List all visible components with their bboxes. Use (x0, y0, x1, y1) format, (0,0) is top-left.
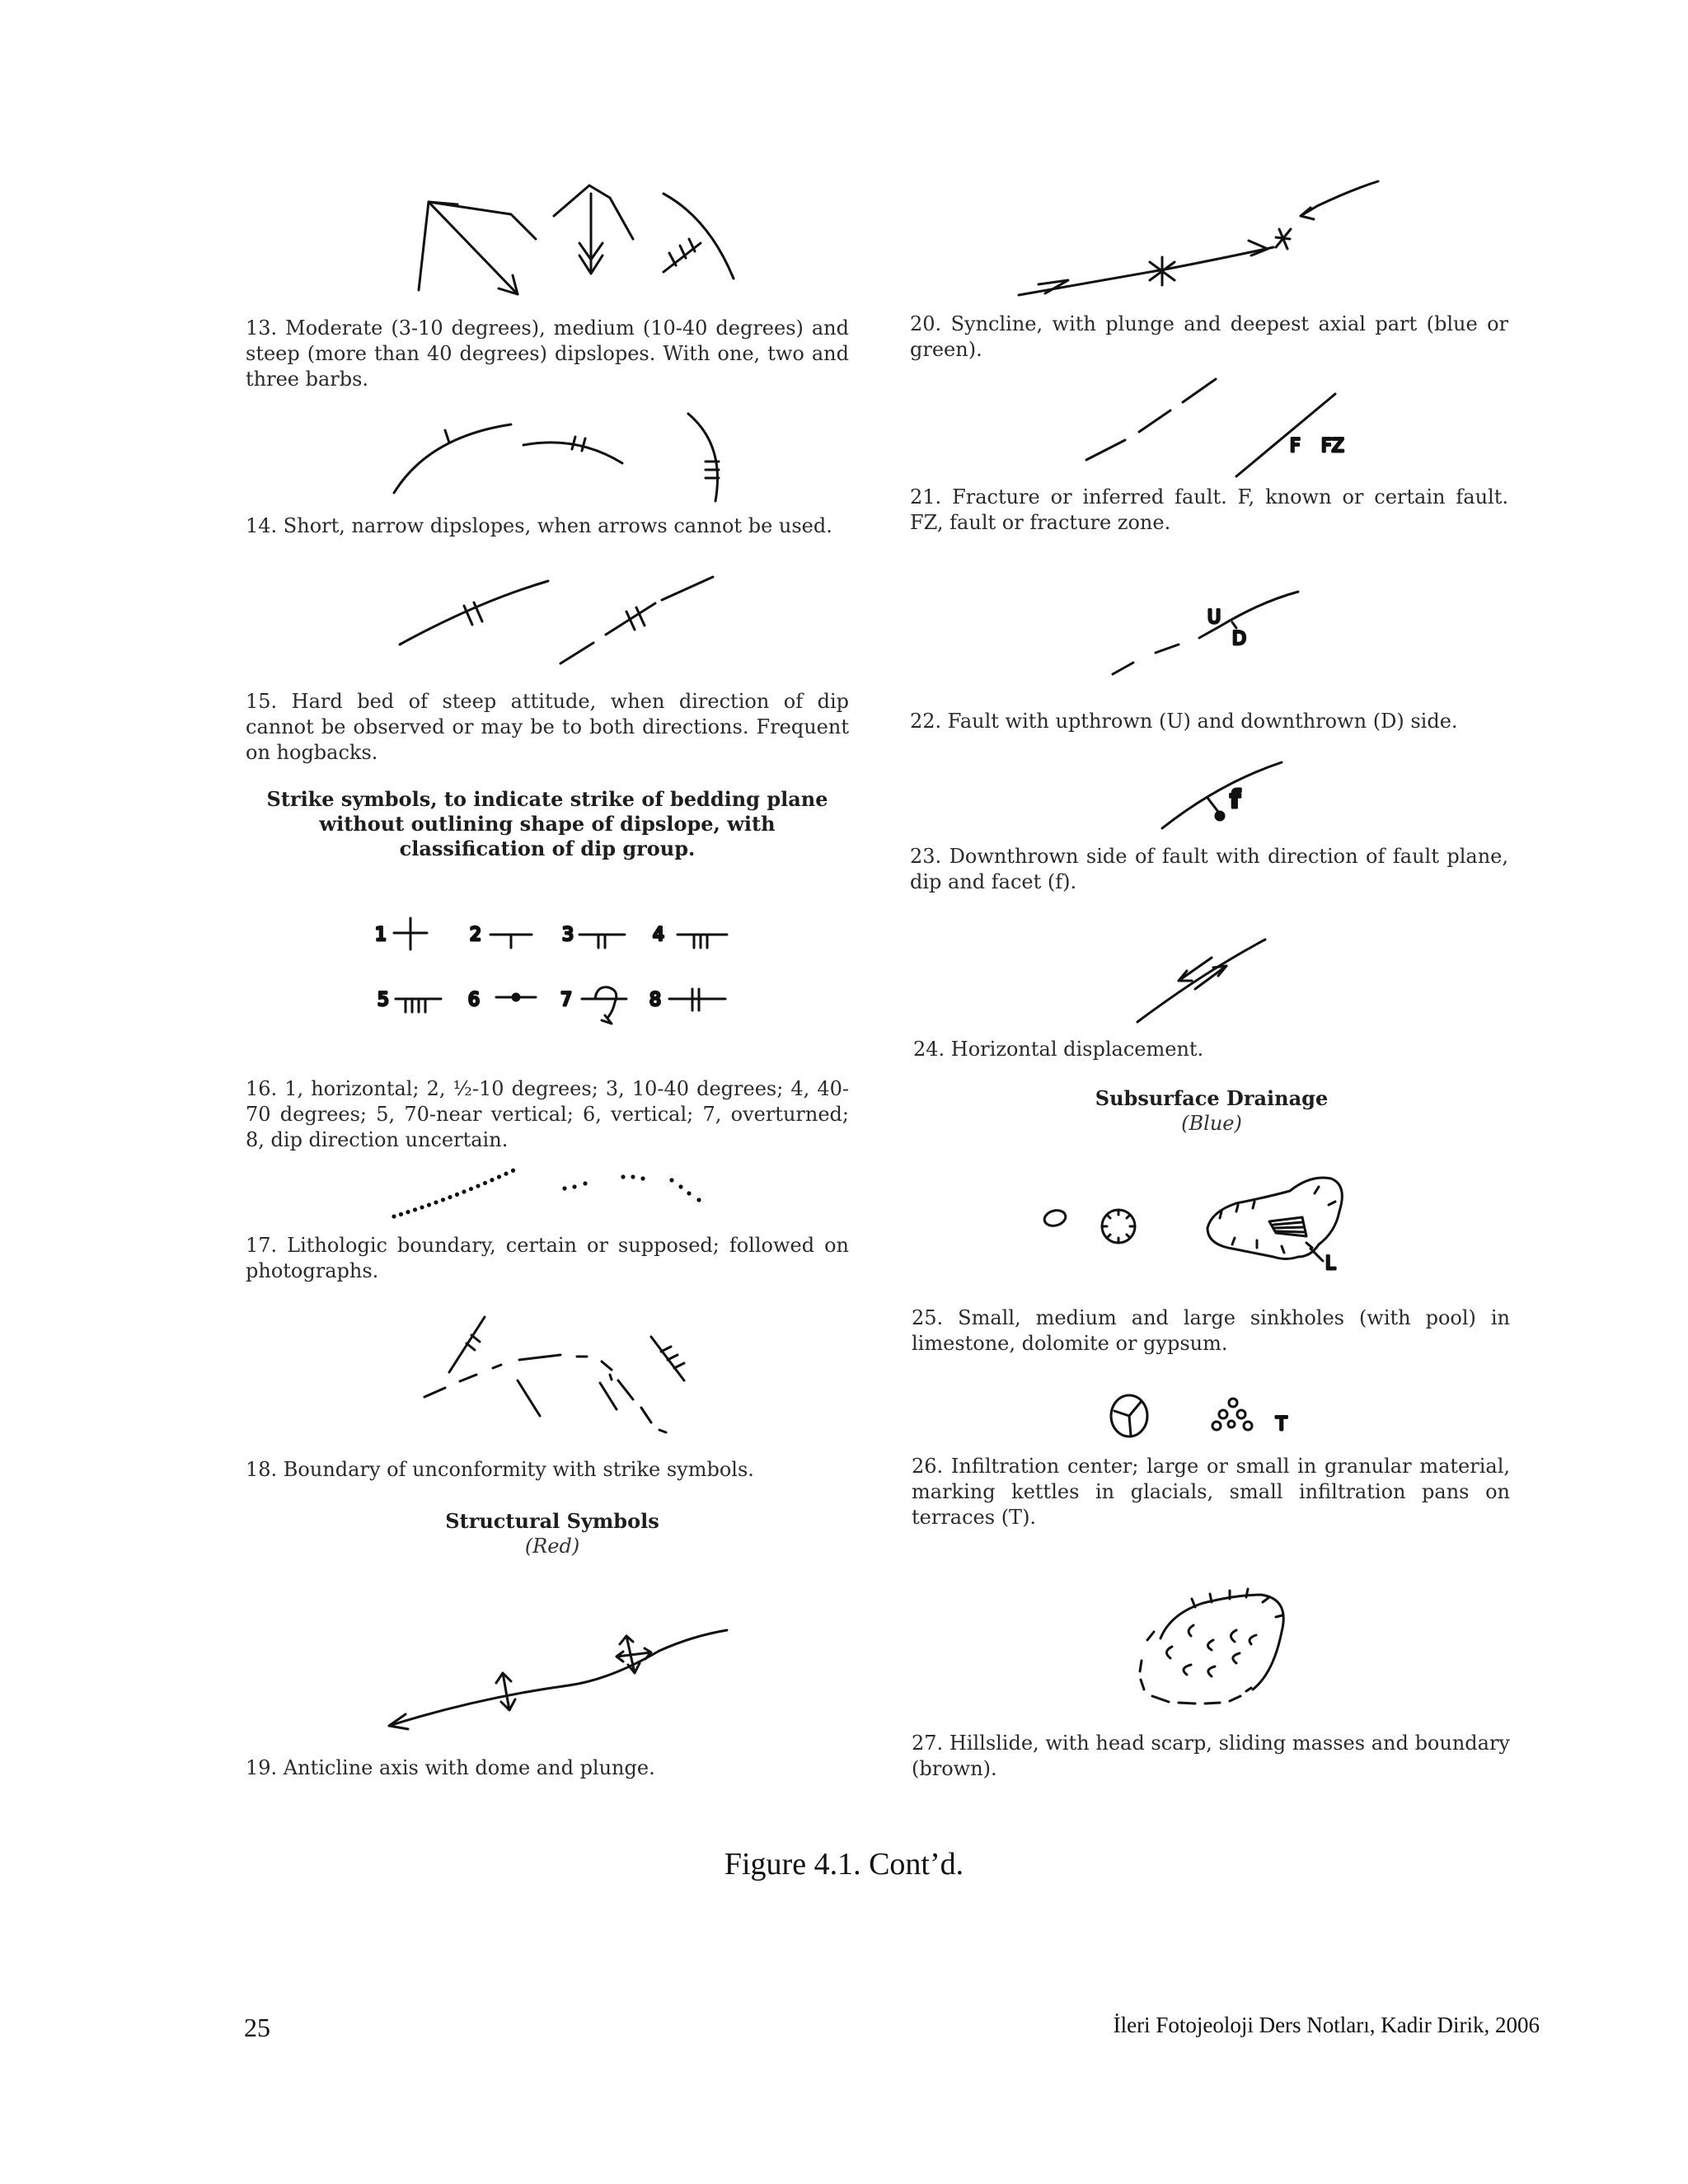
boundary-dot (392, 1214, 396, 1218)
boundary-dot (427, 1202, 431, 1207)
unconformity-glyph (424, 1317, 684, 1432)
boundary-dot (678, 1184, 682, 1188)
boundary-dot (504, 1172, 508, 1176)
boundary-dot (399, 1212, 403, 1216)
boundary-dot (572, 1184, 576, 1188)
boundary-dot (490, 1178, 494, 1182)
sinkholes-glyph (1043, 1178, 1342, 1261)
caption-24: 24. Horizontal displacement. (913, 1038, 1204, 1061)
heading-subsurface-color: (Blue) (1181, 1112, 1242, 1135)
boundary-dot (497, 1174, 501, 1179)
boundary-dot (441, 1197, 445, 1202)
lithologic-boundary-glyph (392, 1169, 701, 1219)
boundary-dot (669, 1178, 673, 1182)
downthrown-glyph (1162, 762, 1282, 828)
label-2: 2 (470, 925, 481, 945)
label-5: 5 (377, 990, 389, 1010)
caption-27: 27. Hillslide, with head scarp, sliding masses and boundary (brown). (912, 1732, 1510, 1780)
hillslide-glyph (1140, 1589, 1283, 1704)
footer-credit: İleri Fotojeoloji Ders Notları, Kadir Dirik, 2006 (1113, 2013, 1540, 2037)
label-T: T (1276, 1414, 1287, 1435)
boundary-dot (696, 1197, 701, 1202)
hard-bed-glyph (400, 577, 713, 663)
fracture-glyph (1086, 379, 1335, 476)
boundary-dot (583, 1181, 587, 1185)
boundary-dot (640, 1176, 645, 1180)
dipslope-arrows-glyph (419, 185, 734, 294)
heading-structural-symbols: Structural Symbols (445, 1509, 659, 1533)
boundary-dot (511, 1169, 515, 1173)
caption-15: 15. Hard bed of steep attitude, when direction of dip cannot be observed or may be to both directions. Frequent on hogbacks. (246, 690, 849, 764)
caption-21: 21. Fracture or inferred fault. F, known or certain fault. FZ, fault or fracture zone. (910, 485, 1508, 534)
label-3: 3 (562, 925, 574, 945)
label-FZ: FZ (1321, 436, 1344, 457)
caption-25: 25. Small, medium and large sinkholes (with pool) in limestone, dolomite or gypsum. (912, 1306, 1510, 1355)
label-1: 1 (375, 925, 387, 945)
caption-14: 14. Short, narrow dipslopes, when arrows cannot be used. (246, 514, 832, 537)
boundary-dot (462, 1189, 466, 1193)
heading-strike-symbols: Strike symbols, to indicate strike of bedding plane without outlining shape of dipslope, with classification of dip group. (266, 787, 828, 860)
caption-17: 17. Lithologic boundary, certain or supposed; followed on photographs. (246, 1234, 849, 1282)
label-f: f (1230, 785, 1241, 814)
heading-structural-color: (Red) (524, 1535, 580, 1558)
label-D: D (1232, 629, 1246, 649)
boundary-dot (406, 1210, 410, 1214)
caption-13: 13. Moderate (3-10 degrees), medium (10-40 degrees) and steep (more than 40 degrees) dipslopes. With one, two and three barbs. (246, 316, 849, 391)
caption-19: 19. Anticline axis with dome and plunge. (246, 1756, 655, 1779)
label-6: 6 (468, 990, 480, 1010)
boundary-dot (469, 1187, 473, 1191)
boundary-dot (413, 1207, 417, 1212)
boundary-dot (448, 1195, 452, 1199)
caption-18: 18. Boundary of unconformity with strike symbols. (246, 1458, 754, 1481)
fault-ud-glyph (1113, 592, 1298, 674)
anticline-glyph (389, 1630, 727, 1729)
caption-23: 23. Downthrown side of fault with direction of fault plane, dip and facet (f). (910, 845, 1508, 893)
boundary-dot (434, 1200, 438, 1204)
horizontal-displacement-glyph (1137, 940, 1265, 1022)
caption-22: 22. Fault with upthrown (U) and downthrown (D) side. (910, 710, 1458, 733)
boundary-dot (562, 1186, 566, 1190)
caption-16: 16. 1, horizontal; 2, ½-10 degrees; 3, 10-40 degrees; 4, 40-70 degrees; 5, 70-near vertical; 6, vertical; 7, overturned; 8, dip direction uncertain. (246, 1077, 849, 1151)
label-4: 4 (653, 925, 664, 945)
label-U: U (1207, 607, 1221, 628)
figure-caption: Figure 4.1. Cont’d. (724, 1847, 964, 1882)
boundary-dot (483, 1181, 487, 1185)
label-7: 7 (560, 990, 572, 1010)
caption-26: 26. Infiltration center; large or small in granular material, marking kettles in glacials, small infiltration pans on terraces (T). (912, 1455, 1510, 1529)
label-L: L (1325, 1254, 1336, 1274)
boundary-dot (631, 1174, 635, 1179)
short-dipslopes-glyph (394, 414, 719, 501)
heading-subsurface-drainage: Subsurface Drainage (1095, 1086, 1329, 1110)
page-number: 25 (244, 2013, 270, 2042)
infiltration-glyph (1111, 1395, 1252, 1436)
boundary-dot (476, 1183, 480, 1188)
boundary-dot (687, 1191, 691, 1195)
boundary-dot (420, 1205, 424, 1209)
caption-20: 20. Syncline, with plunge and deepest axial part (blue or green). (910, 312, 1508, 361)
label-F: F (1290, 436, 1301, 457)
boundary-dot (621, 1174, 625, 1179)
label-8: 8 (649, 990, 661, 1010)
boundary-dot (455, 1193, 459, 1197)
syncline-glyph (1019, 181, 1378, 295)
